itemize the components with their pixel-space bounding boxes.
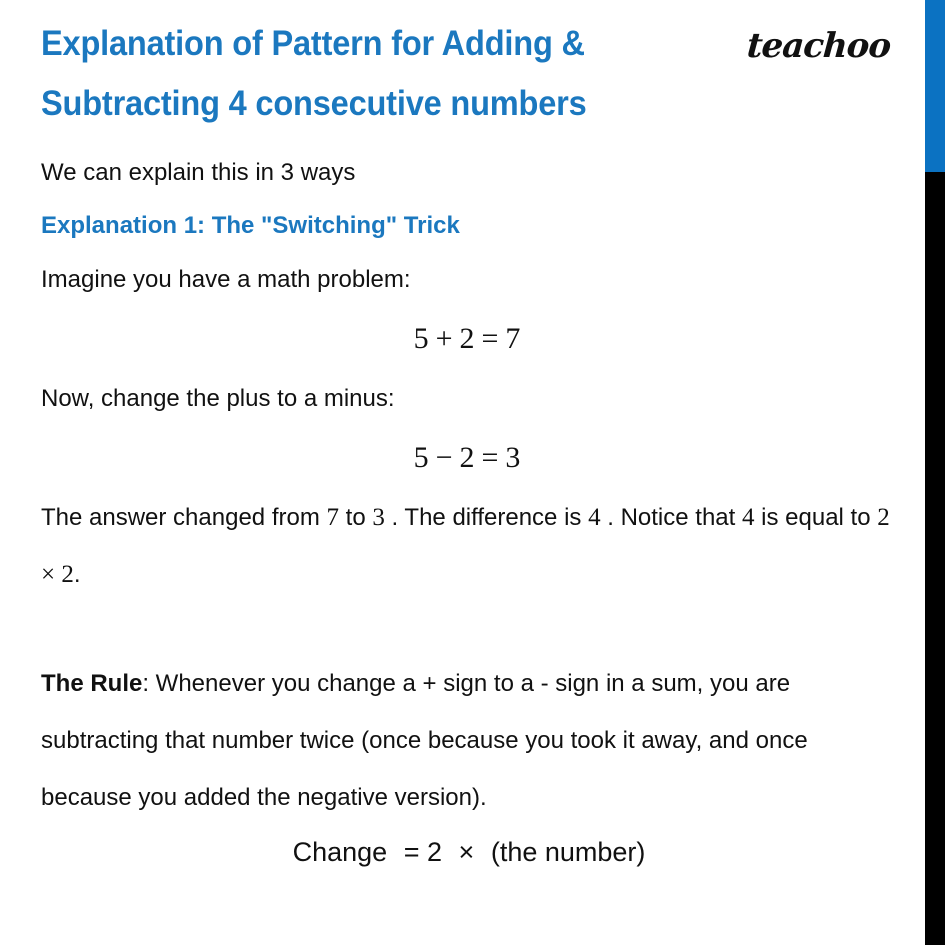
vertical-scrollbar-thumb[interactable]: [925, 0, 945, 172]
vertical-scrollbar-track[interactable]: [925, 0, 945, 945]
equation-addition-rhs: 7: [505, 322, 521, 355]
section-gap: [41, 603, 905, 655]
page-title-line-1: Explanation of Pattern for Adding &: [41, 24, 585, 63]
teachoo-logo: teachoo: [745, 26, 892, 66]
equation-subtraction-lhs-b: 2: [459, 441, 475, 474]
change-sign-paragraph: Now, change the plus to a minus:: [41, 385, 395, 412]
result-value-from: 7: [326, 504, 339, 531]
change-formula-factor: 2: [426, 837, 443, 867]
equation-subtraction-lhs-a: 5: [413, 441, 429, 474]
result-text-5: is equal to: [761, 504, 871, 531]
change-formula-equals: =: [403, 837, 420, 867]
page-title: [41, 14, 701, 134]
intro-paragraph: We can explain this in 3 ways: [41, 159, 356, 186]
result-text-4: . Notice that: [607, 504, 736, 531]
equation-addition-lhs-a: 5: [413, 322, 429, 355]
equation-addition-operator: +: [435, 322, 453, 355]
result-value-difference: 4: [588, 504, 601, 531]
explanation-1-heading: Explanation 1: The "Switching" Trick: [41, 212, 460, 239]
change-formula-lhs: Change: [292, 837, 388, 867]
result-value-four: 4: [741, 504, 755, 531]
result-text-2: to: [345, 504, 366, 531]
result-value-product: 2 × 2: [41, 504, 890, 588]
rule-paragraph: [41, 655, 896, 826]
result-value-to: 3: [372, 504, 385, 531]
change-formula: [41, 826, 905, 878]
rule-label: The Rule: [41, 670, 143, 697]
result-text-1: The answer changed from: [41, 504, 320, 531]
equation-subtraction: [41, 427, 905, 489]
result-text-3: . The difference is: [391, 504, 582, 531]
imagine-paragraph: Imagine you have a math problem:: [41, 266, 411, 293]
result-text-6: .: [73, 561, 81, 588]
page-title-line-2: Subtracting 4 consecutive numbers: [41, 84, 587, 123]
equation-addition: [41, 308, 905, 370]
change-formula-rhs: (the number): [490, 837, 646, 867]
equation-addition-equals: =: [481, 322, 499, 355]
equation-addition-lhs-b: 2: [459, 322, 475, 355]
result-paragraph: [41, 489, 896, 603]
equation-subtraction-rhs: 3: [505, 441, 521, 474]
equation-subtraction-equals: =: [481, 441, 499, 474]
rule-text: : Whenever you change a + sign to a - sign in a sum, you are subtracting that number twice (once because you took it away, and once because you added the negative version).: [41, 670, 808, 811]
header-spacer: [41, 134, 905, 144]
document-header: [41, 14, 905, 134]
change-formula-times: ×: [458, 837, 475, 867]
equation-subtraction-operator: −: [435, 441, 453, 474]
